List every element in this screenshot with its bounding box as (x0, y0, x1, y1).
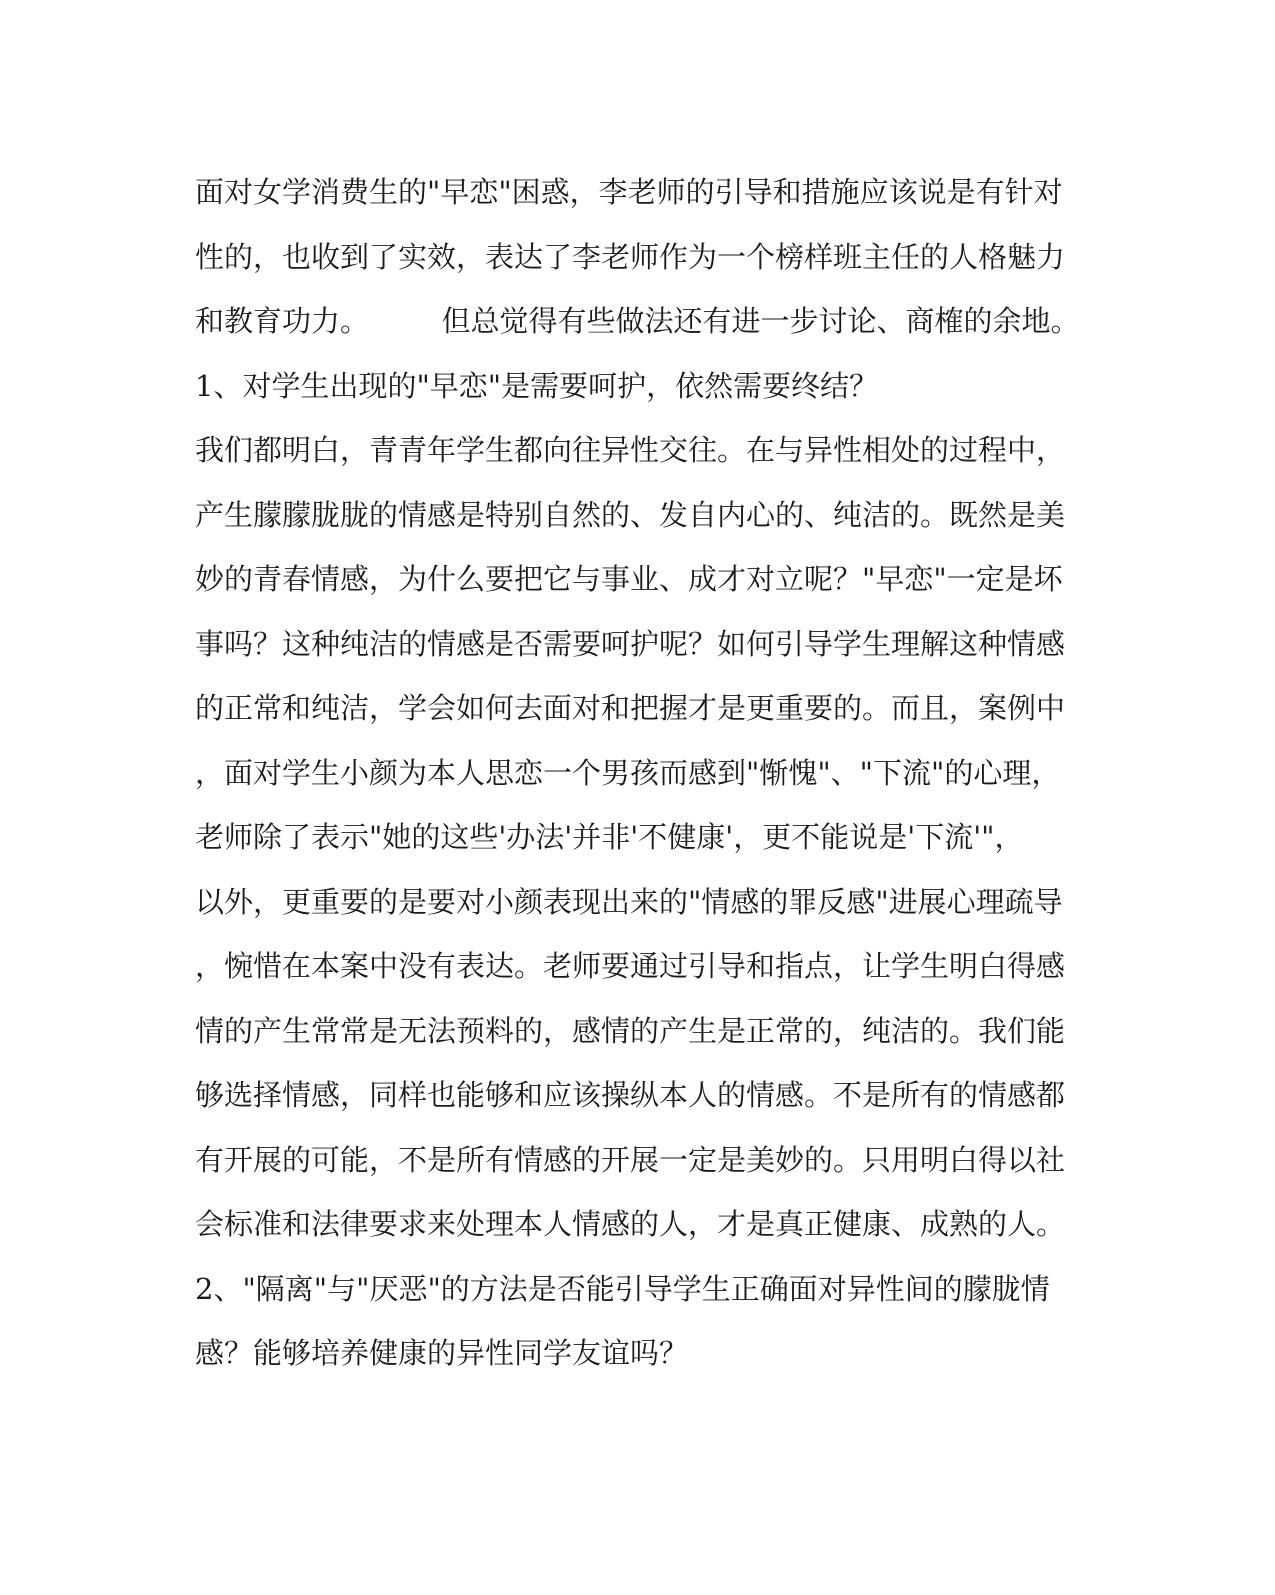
text-line-4: 1、对学生出现的"早恋"是需要呵护，依然需要终结？ (195, 368, 879, 403)
text-line-10: ，面对学生小颜为本人思恋一个男孩而感到"惭愧"、"下流"的心理， (195, 755, 1061, 790)
text-line-1: 面对女学消费生的"早恋"困惑，李老师的引导和措施应该说是有针对 (195, 175, 1063, 209)
text-line-11: 老师除了表示"她的这些'办法'并非'不健康'，更不能说是'下流'"， (195, 820, 1024, 854)
text-line-7: 妙的青春情感，为什么要把它与事业、成才对立呢？"早恋"一定是坏 (195, 562, 1063, 596)
text-line-16: 有开展的可能，不是所有情感的开展一定是美妙的。只用明白得以社 (195, 1142, 1066, 1177)
text-line-5: 我们都明白，青青年学生都向往异性交往。在与异性相处的过程中， (195, 433, 1066, 467)
text-line-8: 事吗？这种纯洁的情感是否需要呵护呢？如何引导学生理解这种情感 (195, 626, 1066, 661)
text-line-17: 会标准和法律要求来处理本人情感的人，才是真正健康、成熟的人。 (195, 1207, 1066, 1241)
text-line-15: 够选择情感，同样也能够和应该操纵本人的情感。不是所有的情感都 (195, 1078, 1066, 1112)
text-line-12: 以外，更重要的是要对小颜表现出来的"情感的罪反感"进展心理疏导 (195, 884, 1063, 919)
text-line-2: 性的，也收到了实效，表达了李老师作为一个榜样班主任的人格魅力 (195, 239, 1066, 274)
text-line-14: 情的产生常常是无法预料的，感情的产生是正常的，纯洁的。我们能 (195, 1013, 1066, 1048)
body-text (195, 160, 1080, 1386)
text-line-6: 产生朦朦胧胧的情感是特别自然的、发自内心的、纯洁的。既然是美 (195, 497, 1066, 532)
text-line-19: 感？能够培养健康的异性同学友谊吗？ (195, 1336, 689, 1370)
text-line-3: 和教育功力。 但总觉得有些做法还有进一步讨论、商榷的余地。 (195, 304, 1080, 338)
text-line-9: 的正常和纯洁，学会如何去面对和把握才是更重要的。而且，案例中 (195, 691, 1066, 725)
text-line-13: ，惋惜在本案中没有表达。老师要通过引导和指点，让学生明白得感 (195, 949, 1066, 983)
text-line-18: 2、"隔离"与"厌恶"的方法是否能引导学生正确面对异性间的朦胧情 (195, 1271, 1050, 1306)
